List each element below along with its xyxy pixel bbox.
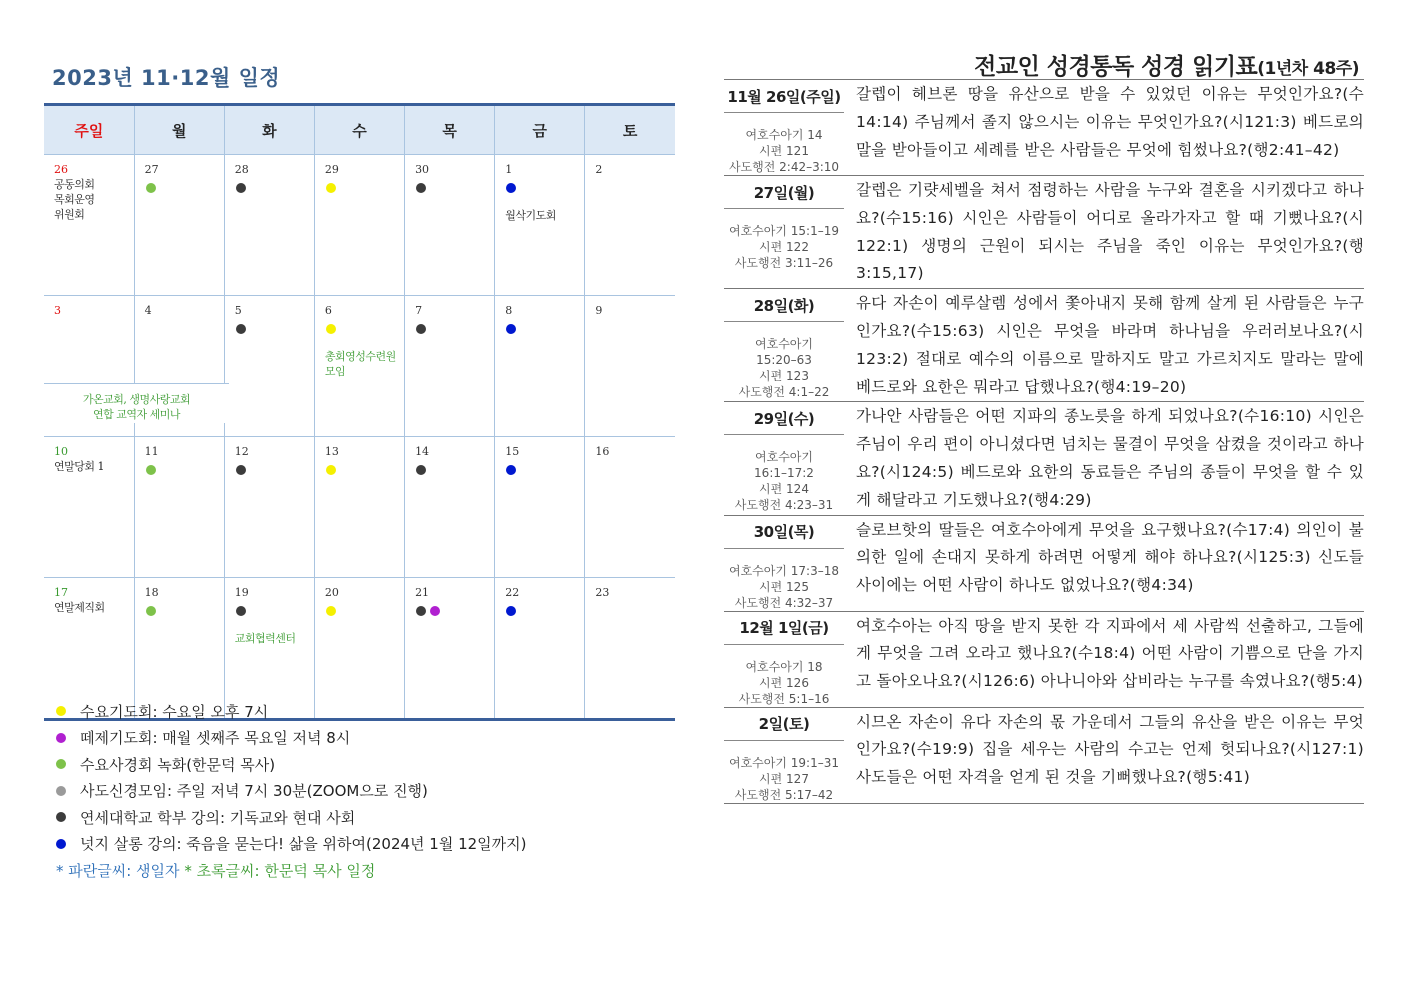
event-dot-dark [416, 183, 426, 193]
calendar-title: 2023년 11·12월 일정 [52, 66, 281, 90]
calendar-day-cell [495, 296, 585, 437]
scripture-reference: 시편 125 [759, 579, 809, 594]
calendar-day-cell [585, 296, 675, 437]
entry-label [724, 289, 844, 401]
calendar-day-cell [44, 437, 134, 578]
scripture-reference: 여호수아기 19:1–31 [729, 755, 839, 770]
event-dot-dark [236, 183, 246, 193]
scripture-reference: 여호수아기 [755, 450, 813, 465]
legend-dot-dark [56, 812, 66, 822]
day-number: 10 [54, 445, 68, 458]
event-dot-green [146, 465, 156, 475]
event-dots [235, 600, 314, 619]
day-number: 1 [505, 163, 513, 176]
entry-label [724, 516, 844, 611]
day-number: 2 [595, 163, 603, 176]
event-dots [145, 600, 224, 619]
day-number: 13 [324, 445, 339, 458]
legend-text: 넛지 살롱 강의: 죽음을 묻는다! 삶을 위하여(2024년 1월 12일까지) [80, 835, 527, 854]
day-number: 19 [234, 586, 249, 599]
event-dots [325, 600, 404, 619]
reading-entry [724, 289, 1364, 402]
event-dot-blue [506, 324, 516, 334]
legend-note-green: * 초록글씨: 한문덕 목사 일정 [184, 861, 376, 880]
day-number: 26 [54, 163, 68, 176]
legend-text: 연세대학교 학부 강의: 기독교와 현대 사회 [80, 808, 356, 827]
legend-item [56, 751, 666, 778]
event-dots [235, 177, 314, 196]
event-dots [505, 318, 584, 337]
day-number: 21 [415, 586, 430, 599]
event-label: 모임 [324, 365, 346, 378]
calendar-day-cell [405, 437, 495, 578]
event-label: 총회영성수련원 [324, 350, 396, 363]
event-dots [505, 459, 584, 478]
scripture-reference: 사도행전 5:17–42 [734, 787, 834, 802]
calendar-day-cell [314, 296, 404, 437]
legend-text: 사도신경모임: 주일 저녁 7시 30분(ZOOM으로 진행) [80, 782, 428, 801]
entry-date: 27일(월) [724, 176, 844, 209]
scripture-reference: 시편 127 [759, 771, 809, 786]
entry-references [724, 449, 844, 513]
event-dots [145, 459, 224, 478]
entry-date: 28일(화) [724, 289, 844, 322]
seminar-line: 가온교회, 생명사랑교회 [82, 393, 191, 406]
calendar-day-cell [224, 437, 314, 578]
reading-entry [724, 402, 1364, 515]
reading-entry [724, 612, 1364, 708]
day-number: 22 [505, 586, 520, 599]
calendar-day-cell [495, 155, 585, 296]
event-label: 월삭기도회 [505, 209, 556, 222]
day-number: 3 [54, 304, 61, 317]
legend-dot-gray [56, 786, 66, 796]
legend-note [56, 857, 666, 883]
legend-item [56, 804, 666, 831]
calendar-day-cell [224, 155, 314, 296]
day-number: 30 [415, 163, 430, 176]
reading-entry [724, 80, 1364, 176]
scripture-reference: 여호수아기 [755, 337, 813, 352]
day-number: 8 [505, 304, 513, 317]
event-label: 교회협력센터 [234, 632, 296, 645]
reading-plan-title-text: 전교인 성경통독 성경 읽기표 [974, 54, 1258, 80]
reading-plan-subtitle: (1년차 48주) [1257, 59, 1359, 79]
entry-label [724, 708, 844, 803]
legend [56, 698, 666, 883]
weekday-header: 주일 [44, 105, 134, 155]
day-number: 17 [54, 586, 68, 599]
event-label: 연말제직회 [54, 601, 105, 614]
event-dots [325, 459, 404, 478]
day-number: 7 [415, 304, 423, 317]
seminar-event [44, 383, 229, 423]
legend-dot-green [56, 759, 66, 769]
calendar-day-cell [405, 296, 495, 437]
event-dots [235, 318, 314, 337]
day-number: 9 [595, 304, 603, 317]
day-number: 27 [144, 163, 159, 176]
event-dot-blue [506, 606, 516, 616]
scripture-reference: 시편 122 [759, 240, 809, 254]
entry-label [724, 80, 844, 175]
event-dots [145, 177, 224, 196]
entry-questions: 여호수아는 아직 땅을 받지 못한 각 지파에서 세 사람씩 선출하고, 그들에게 무엇을 그려 오라고 했나요?(수18:4) 어떤 사람이 기쁨으로 단을 가지고 돌아오나요?(시126:6) 아나니아와 삽비라는 누구를 속였나요?(행5:4) [856, 616, 1364, 691]
calendar-week-row [44, 155, 675, 296]
calendar-day-cell [314, 437, 404, 578]
entry-date: 2일(토) [724, 708, 844, 741]
event-label: 연말당회 1 [54, 460, 104, 473]
entry-questions: 갈렙이 헤브론 땅을 유산으로 받을 수 있었던 이유는 무엇인가요?(수14:14) 주님께서 졸지 않으시는 이유는 무엇인가요?(시121:3) 베드로의 말을 받아들이고 세례를 받은 사람들은 무엇에 힘썼나요?(행2:41–42) [856, 85, 1364, 159]
event-dot-yellow [326, 324, 336, 334]
weekday-header-row [44, 105, 675, 155]
scripture-reference: 15:20–63 [756, 353, 812, 368]
event-dots [415, 600, 494, 619]
legend-item [56, 725, 666, 752]
calendar-day-cell [134, 437, 224, 578]
day-number: 20 [324, 586, 339, 599]
calendar-day-cell [405, 155, 495, 296]
scripture-reference: 여호수아기 14 [745, 128, 823, 142]
scripture-reference: 사도행전 2:42–3:10 [728, 160, 840, 174]
scripture-reference: 시편 121 [759, 144, 809, 158]
legend-text: 수요기도회: 수요일 오후 7시 [80, 702, 269, 721]
scripture-reference: 사도행전 4:32–37 [734, 595, 834, 610]
event-dot-green [146, 606, 156, 616]
event-dot-yellow [326, 606, 336, 616]
entry-date: 30일(목) [724, 516, 844, 549]
entry-date: 12월 1일(금) [724, 612, 844, 645]
day-number: 14 [415, 445, 430, 458]
day-number: 16 [595, 445, 610, 458]
event-dot-yellow [326, 183, 336, 193]
event-dots [505, 600, 584, 619]
entry-references [724, 223, 844, 271]
entry-references [724, 659, 844, 707]
day-number: 28 [234, 163, 249, 176]
scripture-reference: 사도행전 5:1–16 [738, 691, 830, 706]
scripture-reference: 여호수아기 18 [745, 659, 823, 674]
entry-questions: 유다 자손이 예루살렘 성에서 쫓아내지 못해 함께 살게 된 사람들은 누구인가요?(수15:63) 시인은 무엇을 바라며 하나님을 우러러보나요?(시123:2) 절대로 예수의 이름으로 말하지도 말고 가르치지도 말라는 말에 베드로와 요한은 뭐라고 답했나요?(행4:19–20) [856, 294, 1364, 396]
event-dots [325, 318, 404, 337]
scripture-reference: 사도행전 3:11–26 [734, 256, 834, 270]
weekday-header: 목 [405, 105, 495, 155]
entry-references [724, 755, 844, 803]
legend-text: 수요사경회 녹화(한문덕 목사) [80, 755, 276, 774]
event-dot-dark [236, 324, 246, 334]
event-dot-yellow [326, 465, 336, 475]
weekday-header: 금 [495, 105, 585, 155]
event-dot-dark [416, 606, 426, 616]
event-label: 공동의회 [54, 178, 95, 191]
legend-item [56, 698, 666, 725]
scripture-reference: 16:1–17:2 [754, 466, 814, 481]
event-dot-dark [236, 606, 246, 616]
reading-entry [724, 708, 1364, 804]
entry-date: 11월 26일(주일) [724, 80, 844, 113]
entry-questions: 갈렙은 기럇세벨을 쳐서 점령하는 사람을 누구와 결혼을 시키겠다고 하나요?(수15:16) 시인은 사람들이 어디로 올라가자고 할 때 기뻤나요?(시122:1) 생명의 근원이 되시는 주님을 죽인 이유는 무엇인가요?(행3:15,17) [856, 181, 1364, 283]
legend-dot-purple [56, 733, 66, 743]
entry-references [724, 563, 844, 611]
event-dot-green [146, 183, 156, 193]
weekday-header: 토 [585, 105, 675, 155]
legend-note-blue: * 파란글씨: 생일자 [56, 861, 180, 880]
day-number: 12 [234, 445, 249, 458]
event-dots [415, 318, 494, 337]
day-number: 4 [144, 304, 152, 317]
day-number: 29 [324, 163, 339, 176]
legend-item [56, 778, 666, 805]
legend-text: 떼제기도회: 매월 셋째주 목요일 저녁 8시 [80, 729, 351, 748]
calendar-day-cell [314, 155, 404, 296]
calendar-day-cell [44, 155, 134, 296]
day-number: 23 [595, 586, 610, 599]
event-dot-dark [236, 465, 246, 475]
event-dot-purple [430, 606, 440, 616]
day-number: 5 [234, 304, 242, 317]
event-dots [325, 177, 404, 196]
reading-entry [724, 176, 1364, 289]
legend-item [56, 831, 666, 858]
event-dot-blue [506, 465, 516, 475]
legend-dot-yellow [56, 706, 66, 716]
weekday-header: 수 [314, 105, 404, 155]
day-number: 6 [324, 304, 332, 317]
entry-label [724, 612, 844, 707]
event-label: 위원회 [54, 208, 85, 221]
entry-references [724, 127, 844, 175]
scripture-reference: 여호수아기 17:3–18 [729, 563, 839, 578]
event-dots [415, 459, 494, 478]
reading-plan-title [974, 48, 1359, 81]
scripture-reference: 여호수아기 15:1–19 [729, 224, 839, 238]
event-dot-dark [416, 465, 426, 475]
reading-entry [724, 516, 1364, 612]
entry-label [724, 402, 844, 514]
entry-references [724, 336, 844, 400]
entry-questions: 시므온 자손이 유다 자손의 몫 가운데서 그들의 유산을 받은 이유는 무엇인가요?(수19:9) 집을 세우는 사람의 수고는 언제 헛되나요?(시127:1) 사도들은 어떤 자격을 얻게 된 것을 기뻐했나요?(행5:41) [856, 712, 1364, 787]
scripture-reference: 사도행전 4:1–22 [738, 385, 830, 400]
day-number: 15 [505, 445, 520, 458]
scripture-reference: 사도행전 4:23–31 [734, 498, 834, 513]
event-dot-blue [506, 183, 516, 193]
weekday-header: 화 [224, 105, 314, 155]
calendar-day-cell [585, 437, 675, 578]
entry-questions: 가나안 사람들은 어떤 지파의 종노릇을 하게 되었나요?(수16:10) 시인은 주님이 우리 편이 아니셨다면 넘치는 물결이 무엇을 삼켰을 것이라고 하나요?(시124:5) 베드로와 요한의 동료들은 주님의 종들이 무엇을 할 수 있게 해달라고 기도했나요?(행4:29) [856, 407, 1364, 509]
scripture-reference: 시편 123 [759, 369, 809, 384]
scripture-reference: 시편 124 [759, 482, 809, 497]
event-label: 목회운영 [54, 193, 95, 206]
entry-label [724, 176, 844, 288]
entry-date: 29일(수) [724, 402, 844, 435]
entry-questions: 슬로브핫의 딸들은 여호수아에게 무엇을 요구했나요?(수17:4) 의인이 불의한 일에 손대지 못하게 하려면 어떻게 해야 하나요?(시125:3) 신도들 사이에는 어떤 사람이 하나도 없었나요?(행4:34) [856, 520, 1364, 595]
calendar-day-cell [585, 155, 675, 296]
weekday-header: 월 [134, 105, 224, 155]
calendar-week-row [44, 437, 675, 578]
event-dot-dark [416, 324, 426, 334]
day-number: 11 [144, 445, 159, 458]
scripture-reference: 시편 126 [759, 675, 809, 690]
calendar-day-cell [495, 437, 585, 578]
calendar-day-cell [134, 155, 224, 296]
calendar-day-cell [224, 296, 314, 437]
event-dots [415, 177, 494, 196]
event-dots [505, 177, 584, 196]
event-dots [235, 459, 314, 478]
reading-plan [724, 80, 1364, 804]
legend-dot-blue [56, 839, 66, 849]
seminar-line: 연합 교역자 세미나 [92, 408, 180, 421]
day-number: 18 [144, 586, 159, 599]
